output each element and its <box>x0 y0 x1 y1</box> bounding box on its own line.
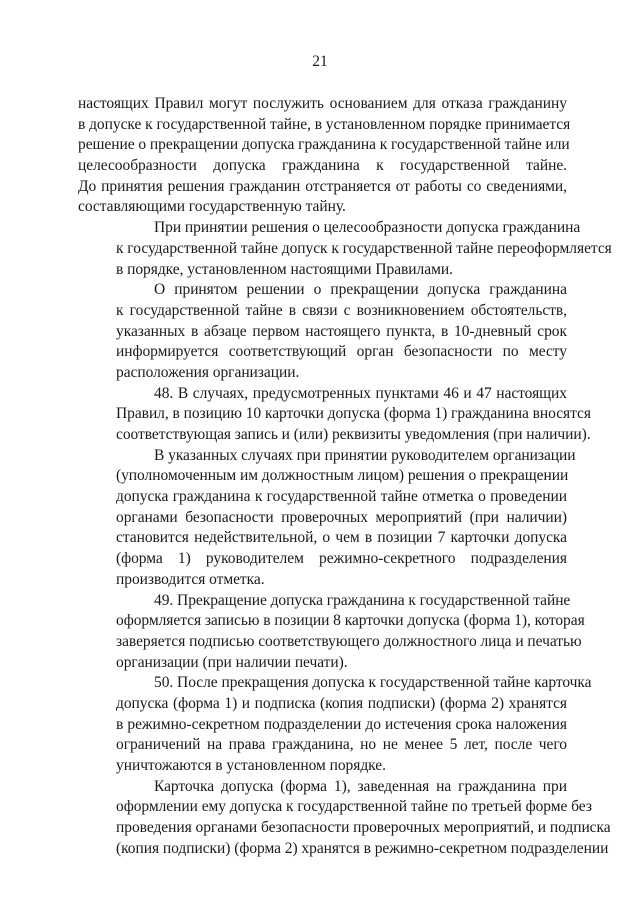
text-line: О принятом решении о прекращении допуска гражданина <box>154 281 567 299</box>
text-line: организации (при наличии печати). <box>116 653 348 671</box>
text-line: к государственной тайне допуск к государственной тайне переоформляется <box>116 239 612 257</box>
paragraph <box>78 777 611 860</box>
text-line: В указанных случаях при принятии руководителем организации <box>154 446 576 464</box>
text-line: (форма 1) руководителем режимно-секретного подразделения <box>116 550 567 568</box>
paragraph <box>78 218 612 280</box>
text-line: расположения организации. <box>116 363 300 381</box>
paragraph <box>78 591 585 674</box>
text-line: 48. В случаях, предусмотренных пунктами 46 и 47 настоящих <box>154 384 567 402</box>
text-line: Правил, в позицию 10 карточки допуска (форма 1) гражданина вносятся <box>116 405 591 423</box>
text-line: До принятия решения гражданин отстраняется от работы со сведениями, <box>78 177 567 195</box>
text-line: в режимно-секретном подразделении до истечения срока наложения <box>116 715 567 733</box>
paragraph <box>78 384 591 446</box>
paragraph <box>78 94 571 218</box>
text-line: уничтожаются в установленном порядке. <box>116 757 386 774</box>
text-line: соответствующая запись и (или) реквизиты уведомления (при наличии). <box>116 426 591 443</box>
text-line: допуска гражданина к государственной тайне отметка о проведении <box>116 488 567 506</box>
text-line: органами безопасности проверочных мероприятий (при наличии) <box>116 508 567 526</box>
paragraph <box>78 280 567 383</box>
text-line: настоящих Правил могут послужить основанием для отказа гражданину <box>78 95 567 112</box>
text-line: (уполномоченным им должностным лицом) решения о прекращении <box>116 467 569 485</box>
text-line: допуска (форма 1) и подписка (копия подписки) (форма 2) хранятся <box>116 694 567 712</box>
text-line: к государственной тайне в связи с возникновением обстоятельств, <box>116 301 567 319</box>
text-line: решение о прекращении допуска гражданина к государственной тайне или <box>78 136 570 154</box>
text-line: При принятии решения о целесообразности допуска гражданина <box>154 219 581 237</box>
text-line: оформляется записью в позиции 8 карточки допуска (форма 1), которая <box>116 612 585 630</box>
text-line: проведения органами безопасности проверочных мероприятий, и подписка <box>116 819 611 837</box>
document-body <box>78 94 612 859</box>
text-line: в допуске к государственной тайне, в установленном порядке принимается <box>78 115 571 133</box>
text-line: целесообразности допуска гражданина к государственной тайне. <box>78 157 567 175</box>
text-line: информируется соответствующий орган безопасности по месту <box>116 343 567 361</box>
text-line: Карточка допуска (форма 1), заведенная на гражданина при <box>154 777 567 795</box>
text-line: 49. Прекращение допуска гражданина к государственной тайне <box>154 591 571 609</box>
text-line: оформлении ему допуска к государственной тайне по третьей форме без <box>116 798 592 816</box>
text-line: составляющими государственную тайну. <box>78 198 346 216</box>
text-line: производится отметка. <box>116 570 265 588</box>
paragraph <box>78 673 592 776</box>
paragraph <box>78 446 576 591</box>
text-line: заверяется подписью соответствующего должностного лица и печатью <box>116 632 582 650</box>
text-line: указанных в абзаце первом настоящего пункта, в 10-дневный срок <box>116 322 567 340</box>
text-line: 50. После прекращения допуска к государственной тайне карточка <box>154 674 592 692</box>
text-line: в порядке, установленном настоящими Правилами. <box>116 260 453 278</box>
text-line: ограничений на права гражданина, но не менее 5 лет, после чего <box>116 736 567 754</box>
text-line: становится недействительной, о чем в позиции 7 карточки допуска <box>116 529 567 547</box>
page-number: 21 <box>312 53 328 70</box>
text-line: (копия подписки) (форма 2) хранятся в режимно-секретном подразделении <box>116 839 609 857</box>
